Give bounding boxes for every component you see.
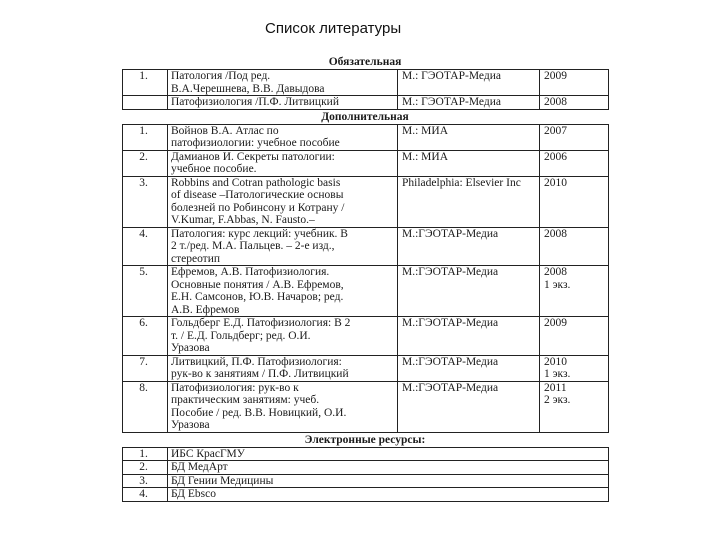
row-number: 8. bbox=[123, 381, 168, 432]
book-title-line: Патология: курс лекций: учебник. В bbox=[171, 227, 348, 240]
slide-title: Список литературы bbox=[265, 20, 402, 37]
book-publisher: Philadelphia: Elsevier Inc bbox=[398, 176, 540, 227]
table-row bbox=[123, 355, 609, 381]
bibliography-scan bbox=[122, 55, 608, 502]
book-year bbox=[540, 96, 609, 110]
book-publisher: М.:ГЭОТАР-Медиа bbox=[398, 227, 540, 266]
book-title-line: Е.Н. Самсонов, Ю.В. Начаров; ред. bbox=[171, 291, 344, 303]
book-title-line: Основные понятия / А.В. Ефремов, bbox=[171, 278, 344, 291]
resource-name: ИБС КрасГМУ bbox=[168, 447, 609, 461]
table-row bbox=[123, 124, 609, 150]
book-title-line: Гольдберг Е.Д. Патофизиология: В 2 bbox=[171, 317, 351, 329]
book-publisher: М.: МИА bbox=[398, 124, 540, 150]
section-electronic-heading: Электронные ресурсы: bbox=[304, 433, 426, 446]
table-row bbox=[123, 227, 609, 266]
book-title-line: практическим занятиям: учеб. bbox=[171, 394, 320, 406]
table-row bbox=[123, 266, 609, 317]
additional-table bbox=[122, 124, 609, 433]
book-title-line: патофизиологии: учебное пособие bbox=[171, 137, 340, 149]
book-title bbox=[168, 124, 398, 150]
book-title bbox=[168, 150, 398, 176]
book-year-line: 2008 bbox=[544, 227, 567, 240]
book-title bbox=[168, 70, 398, 96]
book-year-line: 1 экз. bbox=[544, 368, 571, 380]
book-year-line: 1 экз. bbox=[544, 278, 571, 291]
book-year-line: 2010 bbox=[544, 355, 567, 368]
book-title-line: Уразова bbox=[171, 342, 210, 354]
book-year bbox=[540, 124, 609, 150]
row-number: 1. bbox=[123, 70, 168, 96]
book-title bbox=[168, 176, 398, 227]
book-title-line: 2 т./ред. М.А. Пальцев. – 2-е изд., bbox=[171, 240, 335, 252]
table-row bbox=[123, 461, 609, 475]
resource-name: БД Гении Медицины bbox=[168, 474, 609, 488]
table-row bbox=[123, 317, 609, 356]
book-title-line: рук-во к занятиям / П.Ф. Литвицкий bbox=[171, 368, 349, 380]
row-number: 4. bbox=[123, 227, 168, 266]
book-title-line: учебное пособие. bbox=[171, 163, 257, 175]
row-number: 2. bbox=[123, 461, 168, 475]
row-number: 5. bbox=[123, 266, 168, 317]
book-title-line: т. / Е.Д. Гольдберг; ред. О.И. bbox=[171, 329, 311, 342]
book-publisher: М.:ГЭОТАР-Медиа bbox=[398, 317, 540, 356]
book-title-line: Патофизиология /П.Ф. Литвицкий bbox=[171, 96, 339, 108]
book-title-line: В.А.Черешнева, В.В. Давыдова bbox=[171, 82, 325, 95]
row-number: 4. bbox=[123, 488, 168, 502]
row-number: 3. bbox=[123, 474, 168, 488]
section-mandatory-heading: Обязательная bbox=[328, 56, 402, 68]
book-publisher: М.:ГЭОТАР-Медиа bbox=[398, 266, 540, 317]
row-number: 1. bbox=[123, 124, 168, 150]
book-year-line: 2006 bbox=[544, 150, 567, 163]
book-publisher: М.:ГЭОТАР-Медиа bbox=[398, 355, 540, 381]
book-title bbox=[168, 381, 398, 432]
book-title-line: Патофизиология: рук-во к bbox=[171, 381, 299, 394]
book-title-line: болезней по Робинсону и Котрану / bbox=[171, 201, 345, 214]
mandatory-table bbox=[122, 69, 609, 110]
book-year-line: 2010 bbox=[544, 176, 567, 189]
row-number: 1. bbox=[123, 447, 168, 461]
book-title-line: Дамианов И. Секреты патологии: bbox=[171, 150, 335, 163]
book-year-line: 2009 bbox=[544, 70, 567, 82]
table-row bbox=[123, 150, 609, 176]
book-title bbox=[168, 317, 398, 356]
book-year-line: 2008 bbox=[544, 266, 567, 278]
book-title-line: Уразова bbox=[171, 419, 210, 431]
book-year bbox=[540, 70, 609, 96]
book-title bbox=[168, 96, 398, 110]
table-row bbox=[123, 96, 609, 110]
book-year bbox=[540, 227, 609, 266]
resource-name: БД Ebsco bbox=[168, 488, 609, 502]
table-row bbox=[123, 381, 609, 432]
book-title bbox=[168, 227, 398, 266]
row-number: 6. bbox=[123, 317, 168, 356]
book-title bbox=[168, 266, 398, 317]
row-number: 3. bbox=[123, 176, 168, 227]
book-title-line: А.В. Ефремов bbox=[171, 303, 240, 316]
book-year bbox=[540, 266, 609, 317]
book-title-line: стереотип bbox=[171, 252, 221, 265]
resource-name: БД МедАрт bbox=[168, 461, 609, 475]
book-publisher: М.: ГЭОТАР-Медиа bbox=[398, 96, 540, 110]
book-year bbox=[540, 176, 609, 227]
book-title-line: Войнов В.А. Атлас по bbox=[171, 124, 279, 137]
book-year-line: 2011 bbox=[544, 381, 567, 394]
row-number bbox=[123, 96, 168, 110]
book-title-line: Ефремов, А.В. Патофизиология. bbox=[171, 266, 330, 278]
book-title bbox=[168, 355, 398, 381]
table-row bbox=[123, 70, 609, 96]
book-year-line: 2 экз. bbox=[544, 394, 571, 406]
table-row bbox=[123, 474, 609, 488]
book-year bbox=[540, 381, 609, 432]
book-publisher: М.: МИА bbox=[398, 150, 540, 176]
book-title-line: Литвицкий, П.Ф. Патофизиология: bbox=[171, 355, 342, 368]
book-title-line: Robbins and Cotran pathologic basis bbox=[171, 176, 341, 189]
book-title-line: V.Kumar, F.Abbas, N. Fausto.– bbox=[171, 214, 315, 226]
book-title-line: Пособие / ред. В.В. Новицкий, О.И. bbox=[171, 406, 347, 419]
row-number: 2. bbox=[123, 150, 168, 176]
book-publisher: М.: ГЭОТАР-Медиа bbox=[398, 70, 540, 96]
table-row bbox=[123, 176, 609, 227]
electronic-table bbox=[122, 447, 609, 502]
book-year bbox=[540, 317, 609, 356]
row-number: 7. bbox=[123, 355, 168, 381]
book-year-line: 2007 bbox=[544, 124, 567, 137]
book-year-line: 2009 bbox=[544, 317, 567, 329]
book-publisher: М.:ГЭОТАР-Медиа bbox=[398, 381, 540, 432]
book-year-line: 2008 bbox=[544, 96, 567, 108]
section-additional-heading: Дополнительная bbox=[321, 110, 409, 123]
book-year bbox=[540, 150, 609, 176]
book-year bbox=[540, 355, 609, 381]
table-row bbox=[123, 488, 609, 502]
book-title-line: of disease –Патологические основы bbox=[171, 189, 344, 201]
book-title-line: Патология /Под ред. bbox=[171, 70, 271, 82]
table-row bbox=[123, 447, 609, 461]
